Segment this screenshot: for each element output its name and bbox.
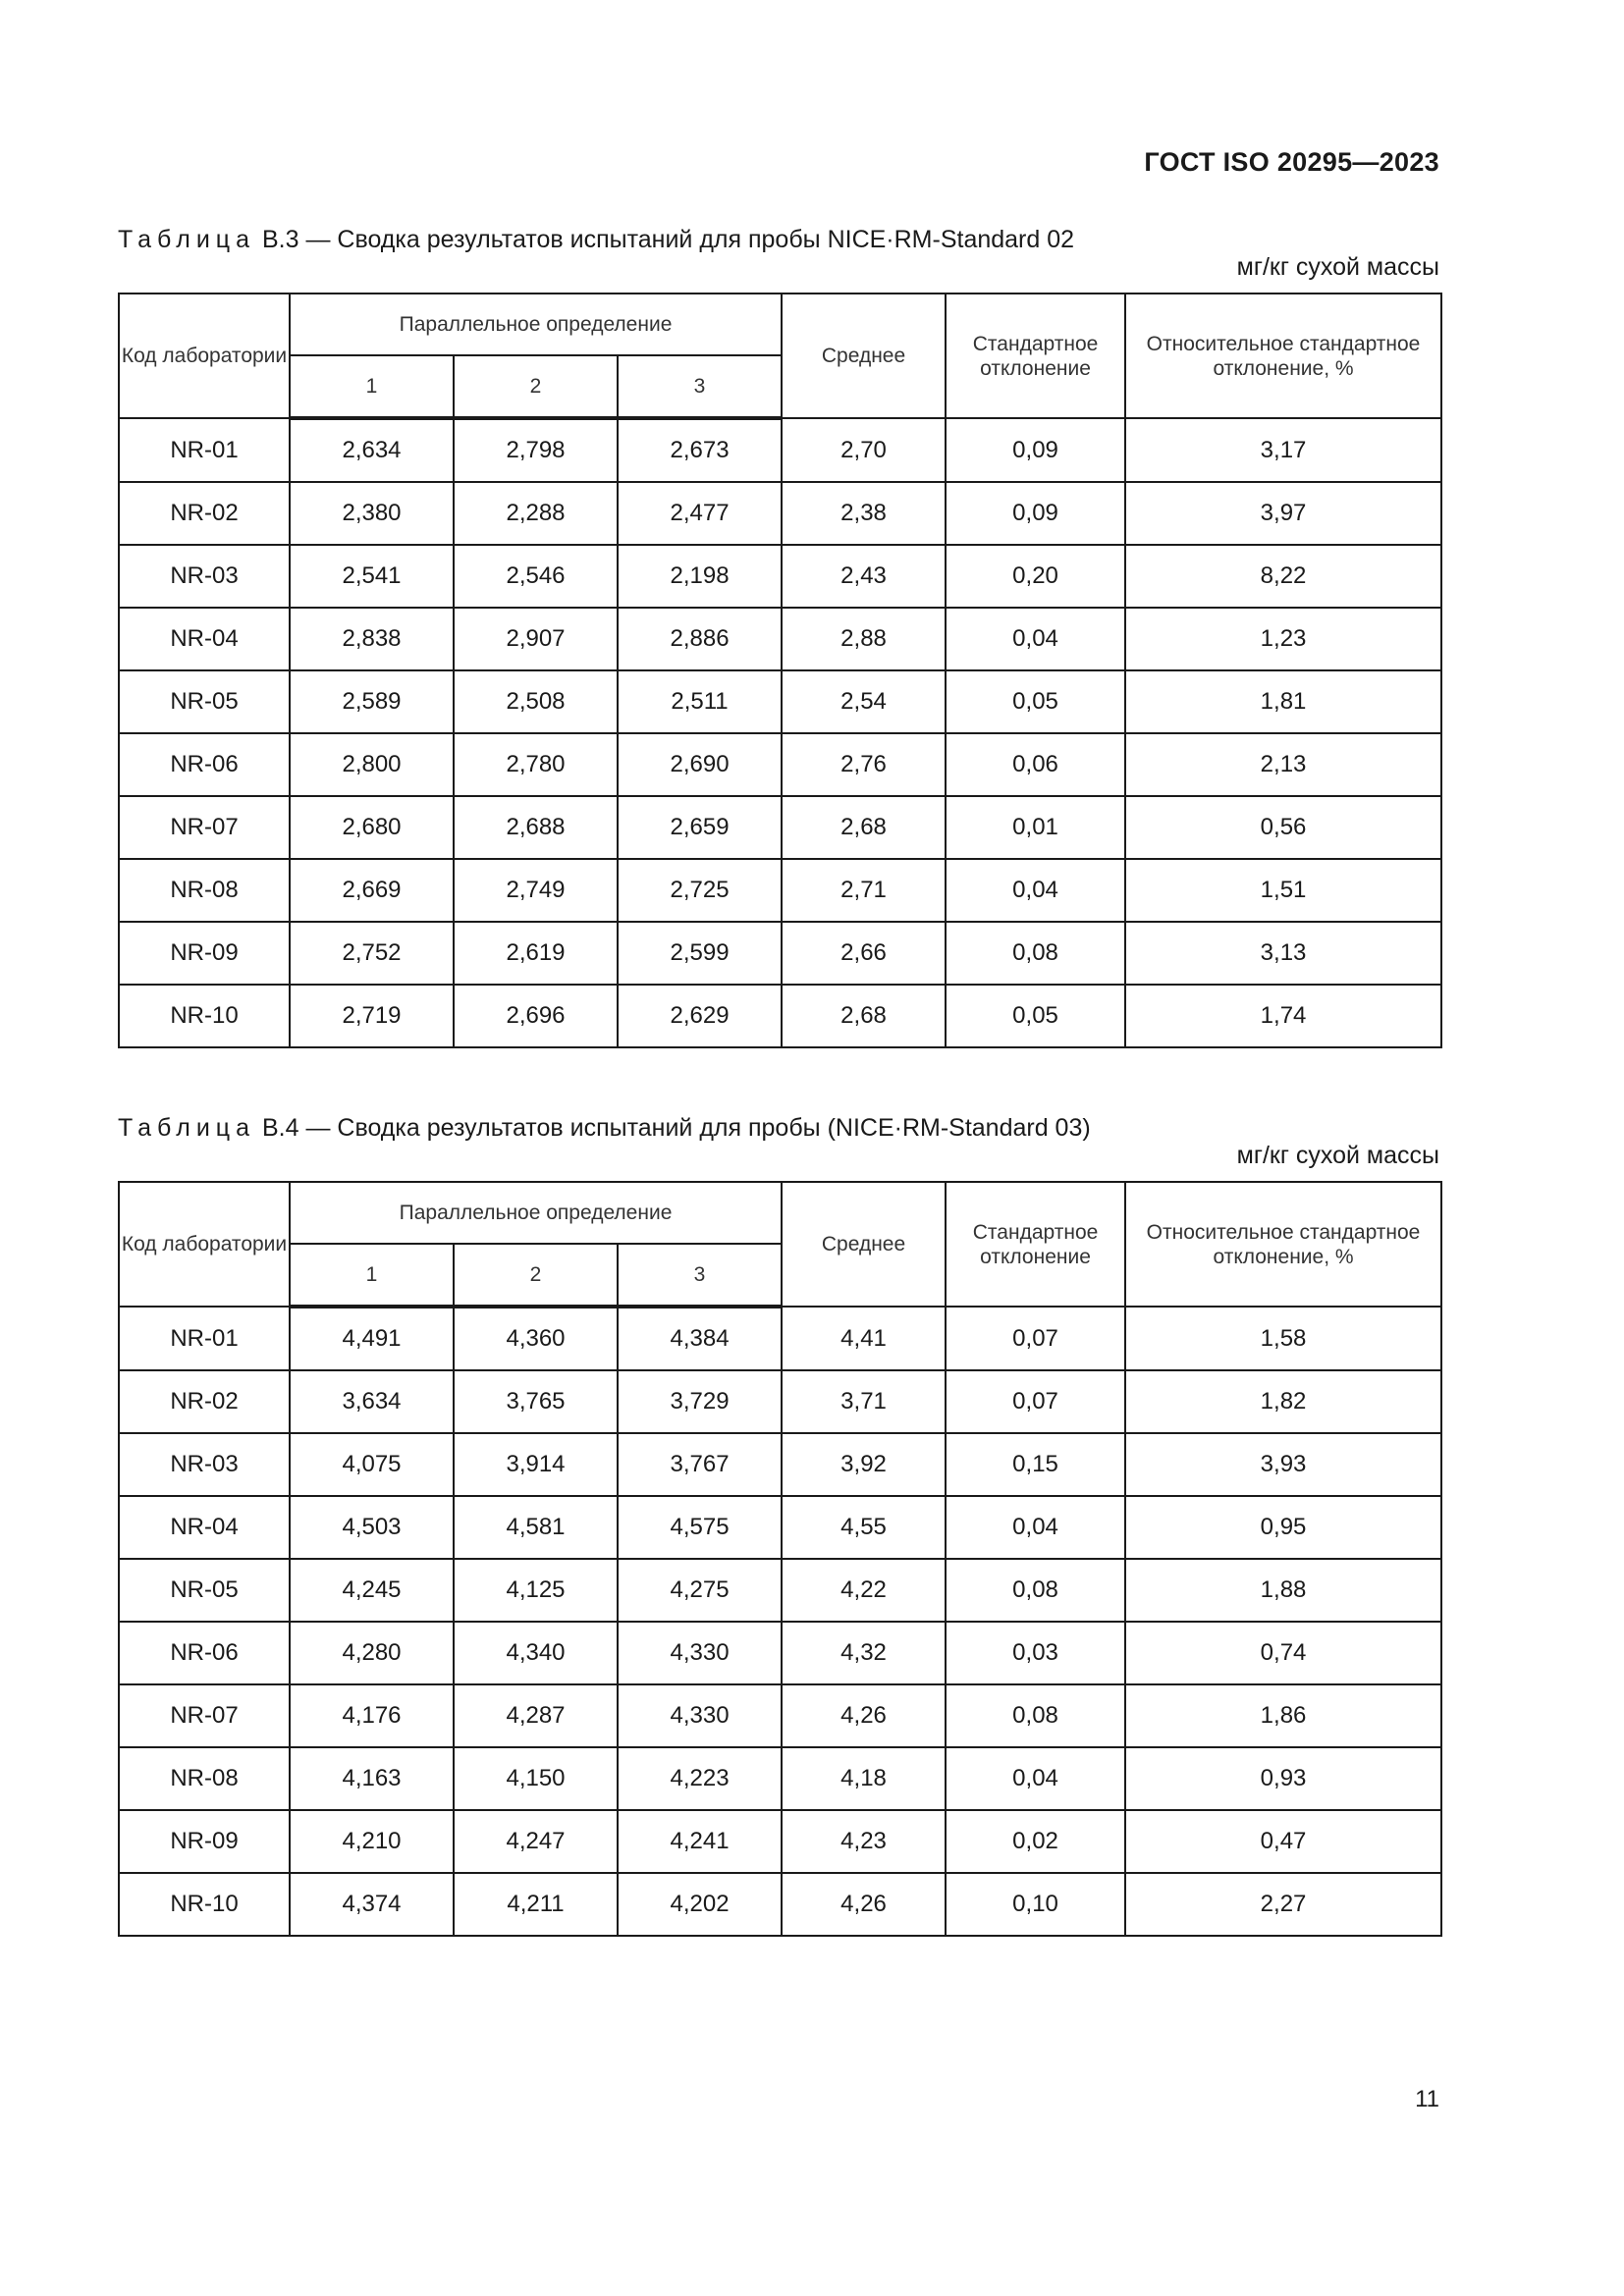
- cell-rsd: 1,86: [1125, 1684, 1441, 1747]
- cell-mean: 4,18: [782, 1747, 946, 1810]
- cell-mean: 2,76: [782, 733, 946, 796]
- table-b3-header: [119, 294, 1441, 418]
- cell-rsd: 1,88: [1125, 1559, 1441, 1622]
- cell-rsd: 1,81: [1125, 670, 1441, 733]
- cell-parallel-2: 2,696: [454, 985, 618, 1047]
- table-row: [119, 1622, 1441, 1684]
- page-number: 11: [1415, 2086, 1439, 2112]
- cell-lab-code: NR-02: [119, 1370, 290, 1433]
- table-row: [119, 418, 1441, 482]
- cell-sd: 0,05: [946, 670, 1125, 733]
- cell-rsd: 0,74: [1125, 1622, 1441, 1684]
- cell-parallel-3: 2,477: [618, 482, 782, 545]
- cell-parallel-1: 2,380: [290, 482, 454, 545]
- cell-lab-code: NR-04: [119, 608, 290, 670]
- cell-lab-code: NR-06: [119, 733, 290, 796]
- cell-parallel-3: 4,330: [618, 1684, 782, 1747]
- cell-sd: 0,05: [946, 985, 1125, 1047]
- cell-sd: 0,08: [946, 1684, 1125, 1747]
- cell-parallel-1: 2,589: [290, 670, 454, 733]
- cell-lab-code: NR-03: [119, 1433, 290, 1496]
- header-parallel-1: 1: [290, 1244, 454, 1307]
- cell-parallel-3: 4,223: [618, 1747, 782, 1810]
- cell-rsd: 1,82: [1125, 1370, 1441, 1433]
- header-parallel: Параллельное определение: [290, 1182, 782, 1244]
- cell-parallel-1: 2,838: [290, 608, 454, 670]
- cell-mean: 4,26: [782, 1684, 946, 1747]
- cell-lab-code: NR-01: [119, 418, 290, 482]
- cell-lab-code: NR-10: [119, 1873, 290, 1936]
- cell-parallel-3: 4,575: [618, 1496, 782, 1559]
- cell-lab-code: NR-08: [119, 1747, 290, 1810]
- cell-parallel-2: 4,247: [454, 1810, 618, 1873]
- cell-rsd: 0,95: [1125, 1496, 1441, 1559]
- cell-parallel-2: 4,211: [454, 1873, 618, 1936]
- cell-parallel-1: 4,176: [290, 1684, 454, 1747]
- cell-rsd: 0,56: [1125, 796, 1441, 859]
- table-row: [119, 796, 1441, 859]
- table-row: [119, 1810, 1441, 1873]
- cell-parallel-3: 2,659: [618, 796, 782, 859]
- table-b3: [118, 293, 1442, 1048]
- cell-mean: 3,71: [782, 1370, 946, 1433]
- cell-parallel-1: 3,634: [290, 1370, 454, 1433]
- cell-sd: 0,08: [946, 1559, 1125, 1622]
- cell-rsd: 0,47: [1125, 1810, 1441, 1873]
- cell-sd: 0,04: [946, 1747, 1125, 1810]
- document-code: ГОСТ ISO 20295—2023: [1144, 147, 1439, 177]
- cell-mean: 2,70: [782, 418, 946, 482]
- cell-mean: 2,43: [782, 545, 946, 608]
- cell-parallel-2: 4,340: [454, 1622, 618, 1684]
- cell-mean: 2,71: [782, 859, 946, 922]
- cell-lab-code: NR-03: [119, 545, 290, 608]
- cell-parallel-3: 4,241: [618, 1810, 782, 1873]
- header-parallel-1: 1: [290, 355, 454, 418]
- cell-sd: 0,04: [946, 1496, 1125, 1559]
- cell-parallel-1: 4,245: [290, 1559, 454, 1622]
- table-row: [119, 545, 1441, 608]
- cell-mean: 2,54: [782, 670, 946, 733]
- cell-mean: 4,32: [782, 1622, 946, 1684]
- cell-sd: 0,06: [946, 733, 1125, 796]
- cell-rsd: 1,58: [1125, 1307, 1441, 1370]
- table-row: [119, 1496, 1441, 1559]
- cell-sd: 0,15: [946, 1433, 1125, 1496]
- header-parallel-3: 3: [618, 355, 782, 418]
- cell-parallel-3: 3,729: [618, 1370, 782, 1433]
- cell-mean: 3,92: [782, 1433, 946, 1496]
- cell-parallel-1: 2,634: [290, 418, 454, 482]
- cell-mean: 2,88: [782, 608, 946, 670]
- cell-lab-code: NR-04: [119, 1496, 290, 1559]
- cell-parallel-1: 2,541: [290, 545, 454, 608]
- table-row: [119, 733, 1441, 796]
- cell-sd: 0,04: [946, 859, 1125, 922]
- cell-sd: 0,03: [946, 1622, 1125, 1684]
- table-row: [119, 1684, 1441, 1747]
- cell-parallel-2: 4,125: [454, 1559, 618, 1622]
- cell-lab-code: NR-09: [119, 922, 290, 985]
- cell-parallel-2: 3,765: [454, 1370, 618, 1433]
- table-row: [119, 859, 1441, 922]
- cell-rsd: 8,22: [1125, 545, 1441, 608]
- cell-parallel-2: 4,150: [454, 1747, 618, 1810]
- cell-parallel-2: 2,288: [454, 482, 618, 545]
- cell-mean: 2,68: [782, 796, 946, 859]
- table-b4-caption: [118, 1114, 1091, 1143]
- cell-sd: 0,10: [946, 1873, 1125, 1936]
- table-b3-units: мг/кг сухой массы: [1236, 253, 1439, 281]
- cell-mean: 2,66: [782, 922, 946, 985]
- table-b4: [118, 1181, 1442, 1937]
- cell-mean: 2,68: [782, 985, 946, 1047]
- table-row: [119, 1370, 1441, 1433]
- cell-parallel-3: 2,673: [618, 418, 782, 482]
- cell-rsd: 1,51: [1125, 859, 1441, 922]
- cell-parallel-3: 2,511: [618, 670, 782, 733]
- table-b3-caption-text: B.3 — Сводка результатов испытаний для пробы NICE·RM-Standard 02: [255, 226, 1075, 253]
- cell-parallel-2: 2,798: [454, 418, 618, 482]
- cell-rsd: 2,27: [1125, 1873, 1441, 1936]
- cell-parallel-1: 2,752: [290, 922, 454, 985]
- cell-parallel-3: 2,198: [618, 545, 782, 608]
- cell-parallel-3: 2,599: [618, 922, 782, 985]
- cell-mean: 2,38: [782, 482, 946, 545]
- table-b3-body: [119, 418, 1441, 1047]
- cell-rsd: 3,93: [1125, 1433, 1441, 1496]
- cell-lab-code: NR-01: [119, 1307, 290, 1370]
- cell-sd: 0,01: [946, 796, 1125, 859]
- cell-parallel-3: 2,725: [618, 859, 782, 922]
- table-row: [119, 1307, 1441, 1370]
- cell-sd: 0,09: [946, 482, 1125, 545]
- table-row: [119, 1747, 1441, 1810]
- cell-parallel-1: 4,163: [290, 1747, 454, 1810]
- cell-parallel-2: 2,907: [454, 608, 618, 670]
- cell-parallel-3: 3,767: [618, 1433, 782, 1496]
- table-row: [119, 1433, 1441, 1496]
- cell-rsd: 3,17: [1125, 418, 1441, 482]
- table-b3-caption: [118, 226, 1074, 254]
- cell-rsd: 1,74: [1125, 985, 1441, 1047]
- table-row: [119, 922, 1441, 985]
- header-parallel-3: 3: [618, 1244, 782, 1307]
- cell-parallel-2: 2,619: [454, 922, 618, 985]
- table-b3-caption-word: Таблица: [118, 226, 256, 253]
- cell-lab-code: NR-05: [119, 1559, 290, 1622]
- cell-parallel-3: 2,629: [618, 985, 782, 1047]
- cell-parallel-1: 4,491: [290, 1307, 454, 1370]
- cell-sd: 0,07: [946, 1370, 1125, 1433]
- header-parallel-2: 2: [454, 355, 618, 418]
- table-row: [119, 985, 1441, 1047]
- cell-sd: 0,04: [946, 608, 1125, 670]
- cell-rsd: 3,97: [1125, 482, 1441, 545]
- header-parallel: Параллельное определение: [290, 294, 782, 355]
- cell-rsd: 1,23: [1125, 608, 1441, 670]
- table-b4-caption-text: B.4 — Сводка результатов испытаний для пробы (NICE·RM-Standard 03): [255, 1114, 1091, 1142]
- header-rsd: Относительное стандартное отклонение, %: [1125, 1182, 1441, 1307]
- cell-parallel-2: 2,688: [454, 796, 618, 859]
- cell-sd: 0,07: [946, 1307, 1125, 1370]
- table-b4-units: мг/кг сухой массы: [1236, 1142, 1439, 1169]
- cell-parallel-3: 2,886: [618, 608, 782, 670]
- header-parallel-2: 2: [454, 1244, 618, 1307]
- cell-parallel-1: 2,680: [290, 796, 454, 859]
- table-row: [119, 1559, 1441, 1622]
- cell-parallel-2: 4,581: [454, 1496, 618, 1559]
- cell-lab-code: NR-05: [119, 670, 290, 733]
- table-row: [119, 670, 1441, 733]
- table-row: [119, 482, 1441, 545]
- cell-lab-code: NR-08: [119, 859, 290, 922]
- header-mean: Среднее: [782, 1182, 946, 1307]
- cell-sd: 0,08: [946, 922, 1125, 985]
- cell-rsd: 3,13: [1125, 922, 1441, 985]
- cell-parallel-1: 4,075: [290, 1433, 454, 1496]
- cell-rsd: 0,93: [1125, 1747, 1441, 1810]
- cell-mean: 4,41: [782, 1307, 946, 1370]
- cell-parallel-3: 4,384: [618, 1307, 782, 1370]
- cell-sd: 0,09: [946, 418, 1125, 482]
- cell-parallel-1: 4,210: [290, 1810, 454, 1873]
- cell-parallel-1: 4,503: [290, 1496, 454, 1559]
- header-lab-code: Код лаборатории: [119, 1182, 290, 1307]
- cell-parallel-2: 4,287: [454, 1684, 618, 1747]
- cell-lab-code: NR-07: [119, 1684, 290, 1747]
- cell-parallel-2: 2,508: [454, 670, 618, 733]
- cell-mean: 4,23: [782, 1810, 946, 1873]
- header-mean: Среднее: [782, 294, 946, 418]
- cell-parallel-2: 3,914: [454, 1433, 618, 1496]
- table-b4-body: [119, 1307, 1441, 1936]
- cell-parallel-1: 2,719: [290, 985, 454, 1047]
- cell-parallel-2: 2,780: [454, 733, 618, 796]
- cell-rsd: 2,13: [1125, 733, 1441, 796]
- header-sd: Стандартное отклонение: [946, 294, 1125, 418]
- cell-parallel-3: 2,690: [618, 733, 782, 796]
- cell-parallel-1: 2,800: [290, 733, 454, 796]
- header-rsd: Относительное стандартное отклонение, %: [1125, 294, 1441, 418]
- cell-parallel-2: 4,360: [454, 1307, 618, 1370]
- header-lab-code: Код лаборатории: [119, 294, 290, 418]
- cell-parallel-3: 4,330: [618, 1622, 782, 1684]
- table-b4-header: [119, 1182, 1441, 1307]
- cell-parallel-1: 2,669: [290, 859, 454, 922]
- cell-lab-code: NR-10: [119, 985, 290, 1047]
- cell-parallel-3: 4,275: [618, 1559, 782, 1622]
- cell-lab-code: NR-07: [119, 796, 290, 859]
- cell-parallel-1: 4,280: [290, 1622, 454, 1684]
- cell-lab-code: NR-09: [119, 1810, 290, 1873]
- cell-mean: 4,55: [782, 1496, 946, 1559]
- table-b4-caption-word: Таблица: [118, 1114, 256, 1142]
- cell-parallel-2: 2,749: [454, 859, 618, 922]
- cell-parallel-2: 2,546: [454, 545, 618, 608]
- cell-parallel-3: 4,202: [618, 1873, 782, 1936]
- cell-parallel-1: 4,374: [290, 1873, 454, 1936]
- cell-mean: 4,26: [782, 1873, 946, 1936]
- table-row: [119, 1873, 1441, 1936]
- cell-lab-code: NR-02: [119, 482, 290, 545]
- cell-mean: 4,22: [782, 1559, 946, 1622]
- cell-sd: 0,20: [946, 545, 1125, 608]
- cell-lab-code: NR-06: [119, 1622, 290, 1684]
- table-row: [119, 608, 1441, 670]
- header-sd: Стандартное отклонение: [946, 1182, 1125, 1307]
- cell-sd: 0,02: [946, 1810, 1125, 1873]
